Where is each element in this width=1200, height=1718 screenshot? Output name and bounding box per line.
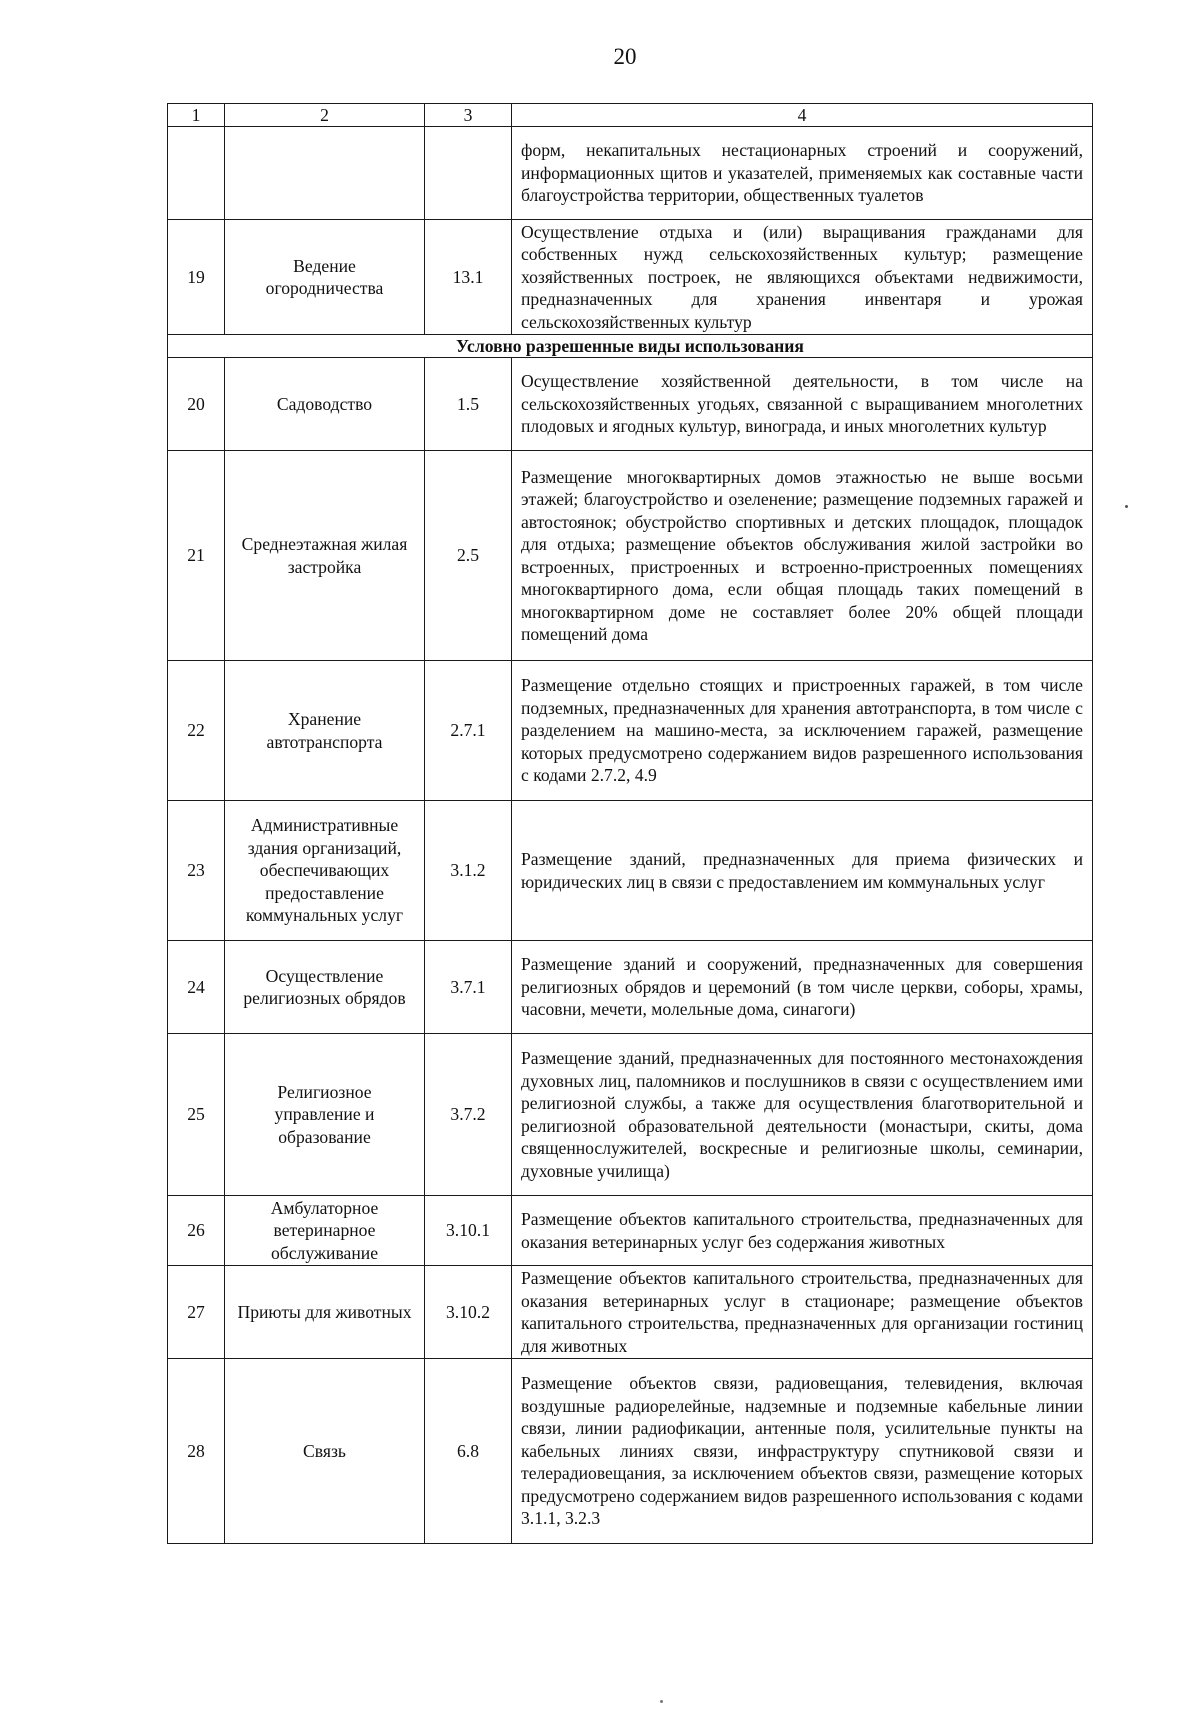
row-code: 13.1 <box>425 220 512 335</box>
row-description: Размещение зданий, предназначенных для постоянного местонахождения духовных лиц, паломников и послушников в связи с осуществлением ими религиозной службы, а также для осуществления благотворительной и религиозной образовательной деятельности (монастыри, скиты, дома священнослужителей, воскресные и религиозные школы, семинарии, духовные училища) <box>512 1034 1093 1196</box>
table-row <box>168 1034 1093 1196</box>
table-row <box>168 220 1093 335</box>
row-code: 2.5 <box>425 451 512 661</box>
row-code: 3.10.2 <box>425 1266 512 1359</box>
row-name: Ведение огородничества <box>225 220 425 335</box>
row-number: 26 <box>168 1196 225 1266</box>
row-name: Хранение автотранспорта <box>225 661 425 801</box>
row-name: Религиозное управление и образование <box>225 1034 425 1196</box>
row-description: Размещение зданий, предназначенных для приема физических и юридических лиц в связи с предоставлением им коммунальных услуг <box>512 801 1093 941</box>
table-header-row <box>168 104 1093 127</box>
section-title: Условно разрешенные виды использования <box>168 335 1093 358</box>
row-description: Размещение объектов капитального строительства, предназначенных для оказания ветеринарных услуг без содержания животных <box>512 1196 1093 1266</box>
row-number: 27 <box>168 1266 225 1359</box>
table-row <box>168 1359 1093 1544</box>
row-description: Осуществление отдыха и (или) выращивания гражданами для собственных нужд сельскохозяйственных культур; размещение хозяйственных построек, не являющихся объектами недвижимости, предназначенных для хранения инвентаря и урожая сельскохозяйственных культур <box>512 220 1093 335</box>
row-code: 1.5 <box>425 358 512 451</box>
table-row <box>168 941 1093 1034</box>
column-header: 1 <box>168 104 225 127</box>
row-number: 20 <box>168 358 225 451</box>
table-row <box>168 801 1093 941</box>
row-number: 22 <box>168 661 225 801</box>
row-description: Размещение многоквартирных домов этажностью не выше восьми этажей; благоустройство и озеленение; размещение подземных гаражей и автостоянок; обустройство спортивных и детских площадок, площадок для отдыха; размещение объектов обслуживания жилой застройки во встроенных, пристроенных и встроенно-пристроенных помещениях многоквартирного дома, если общая площадь таких помещений в многоквартирном доме не составляет более 20% общей площади помещений дома <box>512 451 1093 661</box>
row-number: 21 <box>168 451 225 661</box>
row-name: Среднеэтажная жилая застройка <box>225 451 425 661</box>
row-description: Размещение зданий и сооружений, предназначенных для совершения религиозных обрядов и церемоний (в том числе церкви, соборы, храмы, часовни, мечети, молельные дома, синагоги) <box>512 941 1093 1034</box>
row-number: 25 <box>168 1034 225 1196</box>
row-number: 28 <box>168 1359 225 1544</box>
table-row <box>168 358 1093 451</box>
table-row <box>168 1266 1093 1359</box>
column-header: 4 <box>512 104 1093 127</box>
row-code: 3.1.2 <box>425 801 512 941</box>
row-code: 6.8 <box>425 1359 512 1544</box>
row-name: Амбулаторное ветеринарное обслуживание <box>225 1196 425 1266</box>
row-code: 3.7.1 <box>425 941 512 1034</box>
row-description: Осуществление хозяйственной деятельности, в том числе на сельскохозяйственных угодьях, связанной с выращиванием многолетних плодовых и ягодных культур, винограда, и иных многолетних культур <box>512 358 1093 451</box>
row-number: 24 <box>168 941 225 1034</box>
row-description: Размещение объектов капитального строительства, предназначенных для оказания ветеринарных услуг в стационаре; размещение объектов капитального строительства, предназначенных для организации гостиниц для животных <box>512 1266 1093 1359</box>
section-header-row <box>168 335 1093 358</box>
land-use-table <box>167 103 1093 1544</box>
page-number: 20 <box>613 44 637 69</box>
row-code: 2.7.1 <box>425 661 512 801</box>
row-name: Административные здания организаций, обеспечивающих предоставление коммунальных услуг <box>225 801 425 941</box>
row-code: 3.7.2 <box>425 1034 512 1196</box>
scan-speck <box>1125 505 1128 508</box>
table-row <box>168 1196 1093 1266</box>
column-header: 3 <box>425 104 512 127</box>
row-name: Садоводство <box>225 358 425 451</box>
row-name: Осуществление религиозных обрядов <box>225 941 425 1034</box>
row-number: 23 <box>168 801 225 941</box>
row-name: Приюты для животных <box>225 1266 425 1359</box>
row-description: форм, некапитальных нестационарных строений и сооружений, информационных щитов и указателей, применяемых как составные части благоустройства территории, общественных туалетов <box>512 127 1093 220</box>
row-code: 3.10.1 <box>425 1196 512 1266</box>
table-row <box>168 661 1093 801</box>
row-description: Размещение отдельно стоящих и пристроенных гаражей, в том числе подземных, предназначенных для хранения автотранспорта, в том числе с разделением на машино-места, за исключением гаражей, размещение которых предусмотрено содержанием видов разрешенного использования с кодами 2.7.2, 4.9 <box>512 661 1093 801</box>
column-header: 2 <box>225 104 425 127</box>
scan-speck <box>660 1700 663 1703</box>
row-description: Размещение объектов связи, радиовещания, телевидения, включая воздушные радиорелейные, надземные и подземные кабельные линии связи, линии радиофикации, антенные поля, усилительные пункты на кабельных линиях связи, инфраструктуру спутниковой связи и телерадиовещания, за исключением объектов связи, размещение которых предусмотрено содержанием видов разрешенного использования с кодами 3.1.1, 3.2.3 <box>512 1359 1093 1544</box>
row-number: 19 <box>168 220 225 335</box>
table-row <box>168 451 1093 661</box>
row-name: Связь <box>225 1359 425 1544</box>
table-row <box>168 127 1093 220</box>
